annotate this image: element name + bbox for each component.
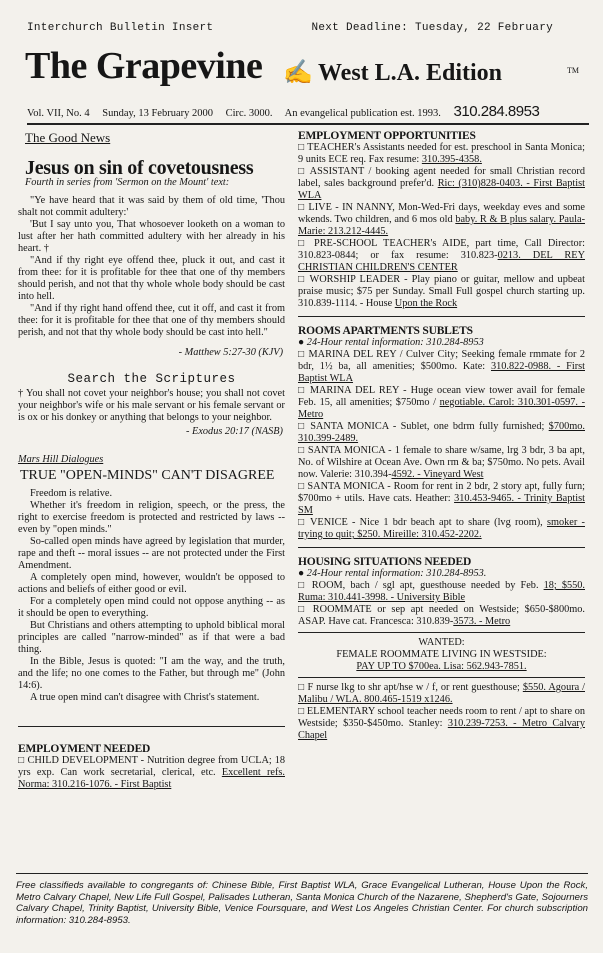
issue-date: Sunday, 13 February 2000 [102,108,213,119]
tagline: An evangelical publication est. 1993. [284,108,441,119]
rooms-item-text: □ SANTA MONICA - Room for rent in 2 bdr, 2 story apt, fully furn; $700mo + utils. Have cats. Heather: [298,481,585,504]
emp-item-link[interactable]: Upon the Rock [394,298,458,309]
housing-info: ● 24-Hour rental information: 310.284-8953. [298,568,487,579]
wanted-title: WANTED: [418,637,465,648]
housing-item [298,706,585,742]
quote-cite: - Matthew 5:27-30 (KJV) [178,347,283,358]
emp-item [298,274,585,310]
emp-item [298,202,585,238]
housing-item [298,604,585,628]
article1-title: Jesus on sin of covetousness [25,157,254,179]
article2-title: TRUE "OPEN-MINDS" CAN'T DISAGREE [20,468,275,483]
rooms-item [298,385,585,421]
scriptures-title: Search the Scriptures [67,372,236,386]
scripture-cite: - Exodus 20:17 (NASB) [186,426,283,437]
rooms-item-link[interactable]: smoker - trying to quit; $250. Mireille: 310.452-2202. [298,517,585,540]
divider [298,677,585,678]
rooms-item [298,349,585,385]
rooms-info: ● 24-Hour rental information: 310.284-8953 [298,337,484,348]
masthead-name: The Grapevine [25,45,263,87]
divider [18,726,285,727]
good-news-link[interactable]: The Good News [25,130,111,145]
wanted-block [298,637,585,673]
emp-item [298,166,585,202]
article2-paragraph: In the Bible, Jesus is quoted: "I am the way, and the truth, and the life; no one comes to the Father, but through me" (John 14:6). [18,656,285,691]
footer-note: Free classifieds available to congregants of: Chinese Bible, First Baptist WLA, Grace Evangelical Lutheran, House Upon the Rock, Metro Calvary Chapel, New Life Full Gospel, Palisades Lutheran, Santa Monica Church of the Nazarene, Shepherd's Gate, Sojourners Calvary Chapel, Trinity Baptist, University Bible, Venice Foursquare, and West Los Angeles Christian Center. For church subscription information: 310.284-8953. [16,873,588,926]
quote-paragraph: 'But I say unto you, That whosoever looketh on a woman to lust after her hath committed adultery with her already in his heart. † [18,219,285,254]
emp-item-link[interactable]: 0213. DEL REY CHRISTIAN CHILDREN'S CENTER [298,250,586,273]
article2-paragraph: A true open mind can't disagree with Christ's statement. [30,692,260,703]
emp-needed-title: EMPLOYMENT NEEDED [18,743,151,755]
dialogues-link[interactable]: Mars Hill Dialogues [18,454,104,465]
housing-title: HOUSING SITUATIONS NEEDED [298,556,472,568]
housing-item-link[interactable]: 3573. - Metro [453,616,511,627]
issue-line [27,103,587,120]
emp-needed-text: □ CHILD DEVELOPMENT - Nutrition degree from UCLA; 18 yrs exp. Can work secretarial, clerical, etc. [18,755,285,778]
article2-paragraph: Freedom is relative. [30,488,113,499]
article2-paragraph: For a completely open mind could not oppose anything -- as it should be open to everything. [18,596,285,619]
writing-hand-icon: ✍ [283,60,313,86]
article2-paragraph: But Christians and others attempting to uphold biblical moral principles are called "narrow-minded" as if that were a bad thing. [18,620,285,655]
emp-item-text: □ TEACHER's Assistants needed for est. preschool in Santa Monica; 9 units ECE req. Fax resume: [298,142,585,165]
housing-item-text: □ ELEMENTARY school teacher needs room to rent / apt to share on Westside; $350-$450mo. Stanley: [298,706,585,729]
housing-item-text: □ F nurse lkg to shr apt/hse w / f, or rent guesthouse; [298,682,523,693]
rooms-item-text: □ MARINA DEL REY - Huge ocean view tower avail for female Feb. 15, all amenities; $750mo / [298,385,585,408]
article2-paragraph: So-called open minds have agreed by legislation that murder, rape and theft -- moral issues -- are not protected under the First Amendment. [18,536,285,571]
trademark: TM [567,66,579,75]
masthead [25,44,585,96]
housing-item-text: □ ROOM, bach / sgl apt, guesthouse needed by Feb. [298,580,544,591]
right-column [298,130,585,742]
article1-subtitle: Fourth in series from 'Sermon on the Mount' text: [25,177,230,188]
article2-paragraph: Whether it's freedom in religion, speech, or the press, the right to exercise freedom is protected and restricted by laws -- even by "open minds." [18,500,285,535]
housing-item-link[interactable]: 310.239-7253. - Metro Calvary Chapel [298,718,585,741]
masthead-edition: West L.A. Edition [318,60,503,86]
rooms-item-link[interactable]: negotiable. Carol: 310.301-0597. - Metro [298,397,585,420]
article2-paragraph: A completely open mind, however, wouldn't be opposed to actions and beliefs of either good or evil. [18,572,285,595]
emp-item-text: □ WORSHIP LEADER - Play piano or guitar, mellow and upbeat praise music; $75 per Sunday. Small Full gospel church starting up. 310.839-1114. - House [298,274,585,309]
quote-paragraph: "And if thy right eye offend thee, pluck it out, and cast it from thee: for it is profitable for thee that one of thy members should perish, and not that thy whole whole body should be cast into hell. [18,255,285,302]
wanted-line: FEMALE ROOMMATE LIVING IN WESTSIDE: [336,649,547,660]
rooms-title: ROOMS APARTMENTS SUBLETS [298,325,473,337]
wanted-link[interactable]: PAY UP TO $700ea. Lisa: 562.943-7851. [356,661,527,672]
emp-item-link[interactable]: baby. R & B plus salary. Paula-Marie: 213.212-4445. [298,214,585,237]
emp-item-link[interactable]: 310.395-4358. [421,154,482,165]
emp-item-text: □ ASSISTANT / booking agent needed for small Christian record label, sales background prefer'd. [298,166,585,189]
emp-item-link[interactable]: Ric: (310)828-0403. - First Baptist WLA [298,178,585,201]
divider [298,632,585,633]
emp-item-text: □ LIVE - IN NANNY, Mon-Wed-Fri days, weekday eves and some wkends. Two children, and 6 mos old [298,202,585,225]
housing-item [298,580,585,604]
emp-item [298,142,585,166]
volume: Vol. VII, No. 4 [27,108,90,119]
deadline: Next Deadline: Tuesday, 22 February [311,22,553,34]
quote-paragraph: "And if thy right hand offend thee, cut it off, and cast it from thee: for it is profitable for thee that one of thy members should perish, and not that thy whole body should be cast into hell." [18,303,285,338]
rooms-item-text: □ SANTA MONICA - 1 female to share w/same, lrg 3 bdr, 3 ba apt, No. of Wilshire at Ocean Ave. Own rm & ba; $750mo. No pets. Avail now. Valerie: 310.394- [298,445,585,480]
emp-item [298,238,585,274]
quote-paragraph: "Ye have heard that it was said by them of old time, 'Thou shalt not commit adultery:' [18,195,285,218]
emp-item-text: □ PRE-SCHOOL TEACHER's AIDE, part time, Call Director: 310.823-0844; or fax resume: 310.823- [298,238,585,261]
insert-label: Interchurch Bulletin Insert [27,22,214,34]
rooms-item [298,517,585,541]
divider [298,316,585,317]
housing-item [298,682,585,706]
emp-needed-link[interactable]: Excellent refs. Norma: 310.216-1076. - First Baptist [18,767,285,790]
rooms-item-link[interactable]: 310.822-0988. - First Baptist WLA [298,361,585,384]
left-column [18,130,285,791]
rooms-item-text: □ VENICE - Nice 1 bdr beach apt to share (lvg room), [298,517,547,528]
housing-item-text: □ ROOMMATE or sep apt needed on Westside; $650-$800mo. ASAP. Have cat. Francesca: 310.839- [298,604,585,627]
header-rule [27,123,589,125]
rooms-item [298,481,585,517]
rooms-item-link[interactable]: 310.453-9465. - Trinity Baptist SM [298,493,585,516]
rooms-item-text: □ SANTA MONICA - Sublet, one bdrm fully furnished; [298,421,549,432]
phone: 310.284.8953 [453,103,540,120]
rooms-item [298,421,585,445]
housing-item-link[interactable]: 18; $550. Ruma: 310.441-3998. - University Bible [298,580,585,603]
rooms-item-text: □ MARINA DEL REY / Culver City; Seeking female rmmate for 2 bdr, 1½ ba, all amenities; $500mo. Kate: [298,349,585,372]
scripture-text: † You shall not covet your neighbor's house; you shall not covet your neighbor's wife or his male servant or his female servant or is ox or his donkey or anything that belongs to your neighbor. [18,388,285,423]
rooms-item-link[interactable]: $700mo. 310.399-2489. [298,421,585,444]
housing-item-link[interactable]: $550. Agoura / Malibu / WLA. 800.465-1519 x1246. [298,682,585,705]
rooms-item [298,445,585,481]
divider [298,547,585,548]
emp-needed-item [18,755,285,791]
rooms-item-link[interactable]: 4592. - Vineyard West [391,469,484,480]
emp-title: EMPLOYMENT OPPORTUNITIES [298,130,476,142]
circulation: Circ. 3000. [225,108,273,119]
